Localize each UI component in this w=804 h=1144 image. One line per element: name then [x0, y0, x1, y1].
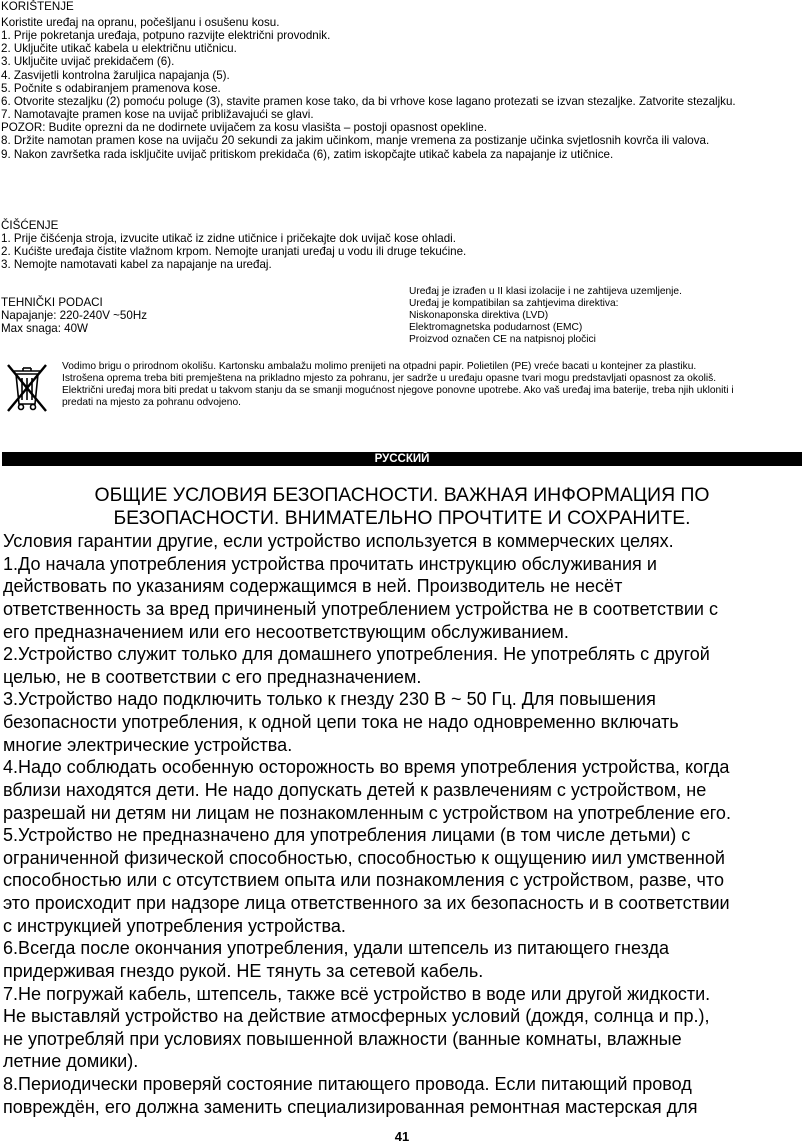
usage-line: 4. Zasvijetli kontrolna žaruljica napajanja (5). [1, 68, 230, 82]
compliance-line: Uređaj je izrađen u II klasi izolacije i ne zahtijeva uzemljenje. [409, 286, 682, 297]
safety-line: с инструкцией употребления устройства. [3, 915, 346, 936]
safety-line: это происходит при надзоре лица ответственного за их безопасность и в соответствии [3, 893, 730, 913]
cleaning-line: 3. Nemojte namotavati kabel za napajanje na uređaj. [1, 258, 272, 272]
page-number: 41 [394, 1129, 410, 1144]
safety-line: 7.Не погружай кабель, штепсель, также всё устройство в воде или другой жидкости. [3, 983, 711, 1004]
cleaning-line: 2. Kućište uređaja čistite vlažnom krpom. Nemojte uranjati uređaj u vodu ili druge tekućine. [1, 245, 467, 259]
spec-line: Napajanje: 220-240V ~50Hz [1, 309, 147, 323]
safety-line: не употребляй при условиях повышенной влажности (ванные комнаты, влажные [3, 1028, 682, 1049]
safety-line: многие электрические устройства. [3, 734, 293, 755]
usage-line: 2. Uključite utikač kabela u električnu utičnicu. [1, 42, 237, 56]
safety-title-line: БЕЗОПАСНОСТИ. ВНИМАТЕЛЬНО ПРОЧТИТЕ И СОХРАНИТЕ. [113, 507, 691, 529]
usage-line: 8. Držite namotan pramen kose na uvijaču 20 sekundi za jakim učinkom, manje vremena za postizanje učinka svjetlosnih kovrča ili valova. [1, 134, 710, 148]
usage-line: Koristite uređaj na opranu, počešljanu i osušenu kosu. [1, 16, 280, 29]
compliance-notes [409, 286, 682, 346]
usage-instructions [1, 16, 803, 161]
safety-line: ограниченной физической способностью, способностью к ощущению иил умственной [3, 847, 725, 868]
usage-line: 5. Počnite s odabiranjem pramenova kose. [1, 81, 221, 95]
technical-data-title: TEHNIČKI PODACI [1, 296, 103, 309]
safety-line: разрешай ни детям ни лицам не познакомленным с устройством на употребление его. [3, 802, 731, 823]
safety-title-line: ОБЩИЕ УСЛОВИЯ БЕЗОПАСНОСТИ. ВАЖНАЯ ИНФОРМАЦИЯ ПО [94, 484, 710, 506]
recycling-notice [62, 361, 734, 409]
recycling-line: Istrošena oprema treba biti premještena na prikladno mjesto za pohranu, jer sadrže u uređaju opasne tvari mogu predstavljati opasnost za okoliš. [62, 373, 717, 384]
compliance-line: Proizvod označen CE na natpisnoj pločici [409, 334, 596, 345]
safety-line: 6.Всегда после окончания употребления, удали штепсель из питающего гнезда [3, 938, 670, 959]
safety-line: 1.До начала употребления устройства прочитать инструкцию обслуживания и [3, 553, 657, 574]
technical-data-section [1, 296, 147, 335]
safety-line: целью, не в соответствии с его предназначением. [3, 666, 422, 687]
language-section-bar: РУССКИЙ [2, 452, 802, 466]
safety-line: ответственность за вред причиненый употреблением устройства не в соответствии с [3, 598, 719, 619]
recycling-line: Vodimo brigu o prirodnom okolišu. Kartonsku ambalažu molimo prenijeti na otpadni papir. Polietilen (PE) vreće bacati u kontejner za plastiku. [62, 361, 697, 372]
usage-line: 6. Otvorite stezaljku (2) pomoću poluge (3), stavite pramen kose tako, da bi vrhove kose lagano protezati se izvan stezaljke. Zatvorite stezaljku. [1, 94, 736, 108]
safety-line: вблизи находятся дети. Не надо допускать детей к развлечениям с устройством, не [3, 779, 707, 800]
cleaning-title: ČIŠĆENJE [1, 219, 59, 232]
safety-line: 3.Устройство надо подключить только к гнезду 230 В ~ 50 Гц. Для повышения [3, 689, 656, 710]
compliance-line: Niskonaponska direktiva (LVD) [409, 310, 549, 321]
cleaning-line: 1. Prije čišćenja stroja, izvucite utikač iz zidne utičnice i pričekajte dok uvijač kose ohladi. [1, 232, 456, 246]
safety-line: придерживая гнездо рукой. НЕ тянуть за сетевой кабель. [3, 960, 484, 981]
safety-line: 8.Периодически проверяй состояние питающего провода. Если питающий провод [3, 1074, 692, 1094]
cleaning-section [1, 219, 466, 272]
safety-line: Условия гарантии другие, если устройство используется в коммерческих целях. [3, 531, 674, 551]
safety-line: способностью или с отсутствием опыта или познакомления с устройством, разве, что [3, 870, 724, 891]
recycling-line: predati na mjesto za pohranu odvojeno. [62, 397, 241, 408]
safety-line: действовать по указаниям содержащимся в ней. Производитель не несёт [3, 576, 623, 597]
safety-line: 5.Устройство не предназначено для употребления лицами (в том числе детьми) с [3, 825, 691, 846]
safety-title [0, 484, 804, 530]
usage-line: 3. Uključite uvijač prekidačem (6). [1, 55, 175, 69]
compliance-line: Uređaj je kompatibilan sa zahtjevima direktiva: [409, 298, 619, 309]
safety-line: 2.Устройство служит только для домашнего употребления. Не употреблять с другой [3, 644, 710, 665]
safety-line: безопасности употребления, к одной цепи тока не надо одновременно включать [3, 712, 679, 732]
safety-line: летние домики). [3, 1051, 139, 1072]
safety-line: Не выставляй устройство на действие атмосферных условий (дождя, солнца и пр.), [3, 1006, 710, 1027]
usage-line: 1. Prije pokretanja uređaja, potpuno razvijte električni provodnik. [1, 29, 331, 43]
crossed-out-wheelie-bin-icon [4, 362, 50, 414]
spec-line: Max snaga: 40W [1, 322, 88, 336]
safety-line: его предназначением или его несоответствующим обслуживанием. [3, 621, 569, 642]
usage-line: 9. Nakon završetka rada isključite uvijač pritiskom prekidača (6), zatim iskopčajte utikač kabela za napajanje iz utičnice. [1, 147, 614, 161]
safety-line: 4.Надо соблюдать особенную осторожность во время употребления устройства, когда [3, 757, 730, 778]
compliance-line: Elektromagnetska podudarnost (EMC) [409, 322, 583, 333]
usage-warning: POZOR: Budite oprezni da ne dodirnete uvijačem za kosu vlasišta – postoji opasnost opekline. [1, 121, 487, 135]
usage-title: KORIŠTENJE [1, 0, 74, 13]
usage-line: 7. Namotavajte pramen kose na uvijač približavajući se glavi. [1, 108, 314, 122]
safety-instructions [3, 530, 804, 1118]
safety-line: повреждён, его должна заменить специализированная ремонтная мастерская для [3, 1096, 698, 1117]
recycling-line: Električni uređaj mora biti predat u takvom stanju da se smanji mogućnost njegove ponovne upotrebe. Ako vaš uređaj ima baterije, treba njih ukloniti i [62, 385, 734, 396]
